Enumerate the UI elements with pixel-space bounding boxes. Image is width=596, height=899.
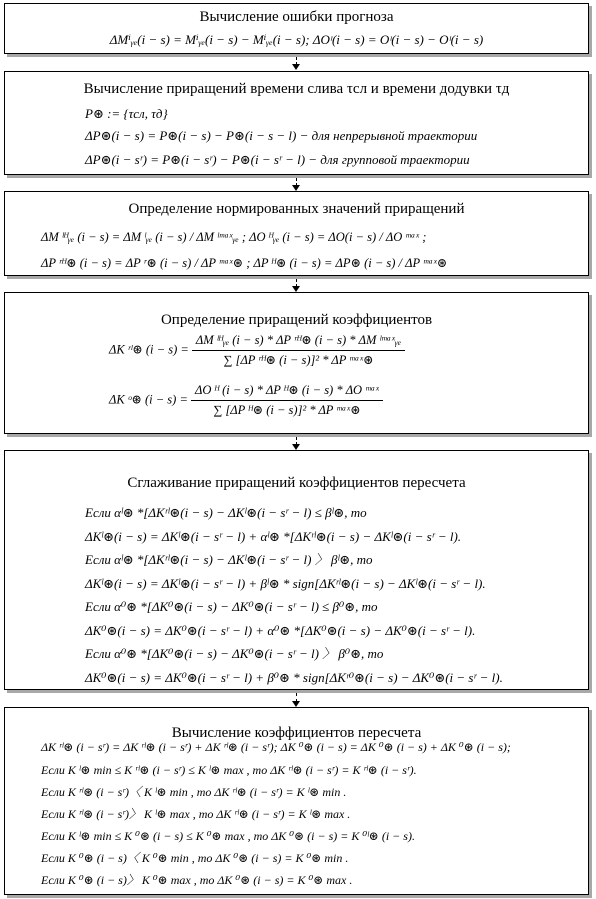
formula: Если K ʳˡ⊛ (i − sʳ)〉 K ˡ⊛ max , то ΔK ʳˡ⊛ (i − sʳ) = K ˡ⊛ max . [41, 807, 351, 821]
formula: Если αˡ⊛ *[ΔKʳˡ⊛(i − s) − ΔKˡ⊛(i − sʳ − l) 〉 βˡ⊛, то [85, 552, 373, 567]
block-time-increments [4, 71, 589, 175]
formula: ΔP⊛(i − sʳ) = P⊛(i − sʳ) − P⊛(i − sʳ − l) − для групповой траектории [85, 152, 470, 167]
block-forecast-error [4, 3, 589, 54]
formula: ΔM ˡᴴᵧₑ (i − s) = ΔM ˡᵧₑ (i − s) / ΔM ˡᵐᵃˣᵧₑ ; ΔO ᴴᵧₑ (i − s) = ΔO(i − s) / ΔO ᵐᵃˣ ; [41, 230, 427, 244]
numerator: ΔM ˡᴴᵧₑ (i − s) * ΔP ʳᴴ⊛ (i − s) * ΔM ˡᵐᵃˣᵧₑ [192, 333, 405, 351]
block-coefficient-increments [4, 292, 589, 434]
formula: Если K ʳˡ⊛ (i − sʳ)〈 K ˡ⊛ min , то ΔK ʳˡ⊛ (i − sʳ) = K ˡ⊛ min . [41, 785, 347, 799]
formula-lhs: ΔK ʳˡ⊛ (i − s) = [109, 342, 189, 357]
block-title: Вычисление коэффициентов пересчета [171, 725, 422, 741]
formula: ΔKˡ⊛(i − s) = ΔKˡ⊛(i − sʳ − l) + αˡ⊛ *[ΔKʳˡ⊛(i − s) − ΔKˡ⊛(i − sʳ − l). [85, 529, 462, 544]
formula: ΔK⁰⊛(i − s) = ΔK⁰⊛(i − sʳ − l) + β⁰⊛ * sign[ΔKʳ⁰⊛(i − s) − ΔK⁰⊛(i − sʳ − l). [85, 670, 503, 685]
formula: ΔKˡ⊛(i − s) = ΔKˡ⊛(i − sʳ − l) + βˡ⊛ * sign[ΔKʳˡ⊛(i − s) − ΔKˡ⊛(i − sʳ − l). [85, 576, 486, 591]
formula: P⊛ := {τсл, τд} [85, 106, 168, 121]
formula: ΔP ʳᴴ⊛ (i − s) = ΔP ʳ⊛ (i − s) / ΔP ᵐᵃˣ⊛ ; ΔP ᴴ⊛ (i − s) = ΔP⊛ (i − s) / ΔP ᵐᵃˣ⊛ [41, 256, 448, 270]
formula: Если αˡ⊛ *[ΔKʳˡ⊛(i − s) − ΔKˡ⊛(i − sʳ − l) ≤ βˡ⊛, то [85, 505, 367, 520]
block-conversion-coefficients [4, 707, 589, 895]
formula: ΔP⊛(i − s) = P⊛(i − s) − P⊛(i − s − l) − для непрерывной траектории [85, 128, 478, 143]
numerator: ΔO ᴴ (i − s) * ΔP ᴴ⊛ (i − s) * ΔO ᵐᵃˣ [191, 383, 383, 401]
block-normalized-values [4, 191, 589, 276]
block-title: Определение приращений коэффициентов [160, 312, 433, 328]
formula: Если K ⁰⊛ (i − s)〈 K ⁰⊛ min , то ΔK ⁰⊛ (i − s) = K ⁰⊛ min . [41, 851, 349, 865]
fraction [192, 333, 405, 368]
block-smoothing [4, 450, 589, 690]
block-title: Определение нормированных значений приращений [128, 201, 465, 217]
formula: Если α⁰⊛ *[ΔK⁰⊛(i − s) − ΔK⁰⊛(i − sʳ − l) 〉 β⁰⊛, то [85, 646, 384, 661]
denominator: ∑ [ΔP ʳᴴ⊛ (i − s)]² * ΔP ᵐᵃˣ⊛ [223, 353, 374, 367]
block-title: Сглаживание приращений коэффициентов пересчета [127, 475, 466, 491]
arrow-down-icon [292, 64, 300, 70]
formula: Если K ˡ⊛ min ≤ K ⁰⊛ (i − s) ≤ K ⁰⊛ max , то ΔK ⁰⊛ (i − s) = K ⁰ˡ⊛ (i − s). [41, 829, 415, 843]
formula: Если α⁰⊛ *[ΔK⁰⊛(i − s) − ΔK⁰⊛(i − sʳ − l) ≤ β⁰⊛, то [85, 599, 378, 614]
fraction [191, 383, 383, 418]
fraction-formula-ko [109, 383, 383, 418]
formula: Если K ⁰⊛ (i − s)〉 K ⁰⊛ max , то ΔK ⁰⊛ (i − s) = K ⁰⊛ max . [41, 873, 353, 887]
formula: ΔK ʳˡ⊛ (i − sʳ) = ΔK ʳˡ⊛ (i − sʳ) + ΔK ʳˡ⊛ (i − sʳ); ΔK ⁰⊛ (i − s) = ΔK ⁰⊛ (i − s) + ΔK ⁰⊛ (i − s); [41, 740, 511, 754]
formula: ΔMⁱᵧₑ(i − s) = Mⁱᵧₑ(i − s) − Mⁱᵧₑ(i − s); ΔOᶦ(i − s) = Oᶦ(i − s) − Oᶦ(i − s) [109, 32, 484, 47]
fraction-formula-kr [109, 333, 405, 368]
block-title: Вычисление ошибки прогноза [199, 9, 394, 25]
block-title: Вычисление приращений времени слива τсл и времени додувки τд [83, 81, 510, 97]
formula: Если K ˡ⊛ min ≤ K ʳˡ⊛ (i − sʳ) ≤ K ˡ⊛ max , то ΔK ʳˡ⊛ (i − sʳ) = K ʳˡ⊛ (i − sʳ). [41, 763, 417, 777]
formula-lhs: ΔK ᵒ⊛ (i − s) = [109, 392, 188, 407]
denominator: ∑ [ΔP ᴴ⊛ (i − s)]² * ΔP ᵐᵃˣ⊛ [213, 403, 361, 417]
formula: ΔK⁰⊛(i − s) = ΔK⁰⊛(i − sʳ − l) + α⁰⊛ *[ΔK⁰⊛(i − s) − ΔK⁰⊛(i − sʳ − l). [85, 623, 476, 638]
